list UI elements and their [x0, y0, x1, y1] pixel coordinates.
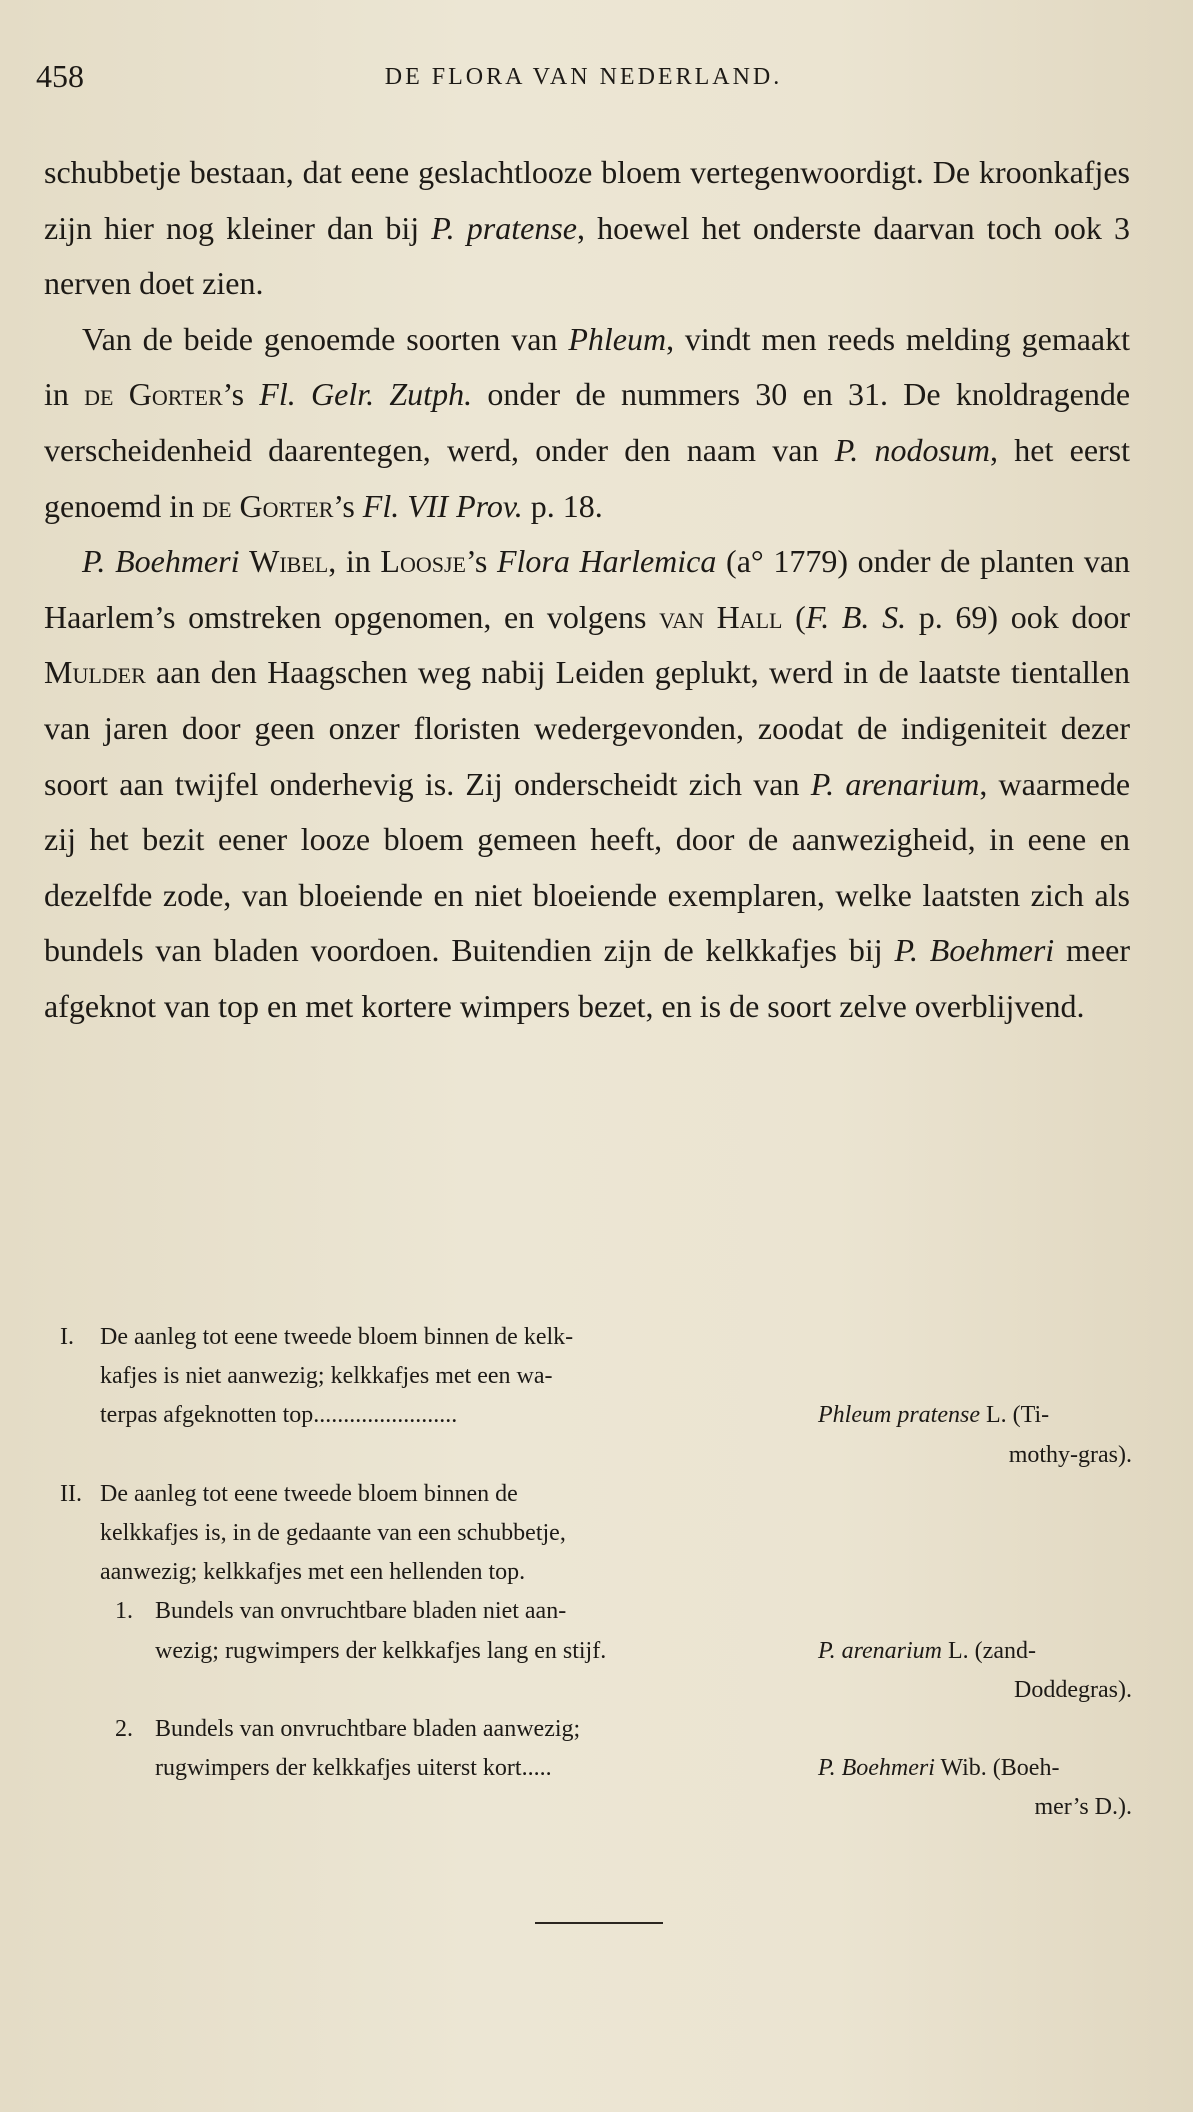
- key-result-line: [155, 1749, 1132, 1788]
- text-run: , in: [328, 543, 381, 580]
- key-lead-text: terpas afgeknotten top........................: [100, 1402, 458, 1429]
- italic-run: P. pratense: [431, 209, 577, 246]
- key-line: kafjes is niet aanwezig; kelkkafjes met een wa-: [100, 1363, 553, 1390]
- italic-run: P. arenarium: [810, 765, 980, 802]
- text-run: ’s: [222, 376, 260, 413]
- paragraph: [44, 145, 1130, 312]
- small-caps-run: Wibel: [249, 543, 329, 580]
- text-run: , vindt men reeds melding gemaakt in: [44, 320, 1131, 413]
- italic-run: P. Boehmeri: [894, 932, 1055, 969]
- key-number: 1.: [115, 1598, 133, 1625]
- text-run: [239, 543, 249, 579]
- italic-run: Fl. VII Prov.: [362, 487, 523, 524]
- taxon-author: L. (Ti-: [979, 1402, 1050, 1429]
- page-number: 458: [36, 58, 84, 94]
- italic-run: Phleum: [568, 320, 667, 357]
- taxon-result: [818, 1749, 1059, 1788]
- running-title: DE FLORA VAN NEDERLAND.: [384, 64, 783, 90]
- key-common-name-tail: Doddegras).: [1014, 1676, 1132, 1703]
- key-number: I.: [60, 1324, 74, 1350]
- paragraph: [44, 534, 1130, 1034]
- text-run: p. 69) ook door: [906, 598, 1131, 635]
- italic-run: P. Boehmeri: [82, 543, 240, 580]
- text-run: ’s: [333, 487, 363, 524]
- text-run: p. 18.: [522, 487, 603, 524]
- key-common-name-tail: mothy-gras).: [1008, 1441, 1132, 1468]
- paragraph: [44, 312, 1130, 534]
- body-text: [44, 145, 1130, 1035]
- key-line: De aanleg tot eene tweede bloem binnen de kelk-: [100, 1324, 574, 1350]
- italic-run: F. B. S.: [805, 598, 907, 635]
- taxon-author: L. (zand-: [942, 1637, 1036, 1664]
- small-caps-run: van Hall: [659, 598, 783, 635]
- key-lead-text: rugwimpers der kelkkafjes uiterst kort.....: [155, 1755, 552, 1782]
- text-run: schubbetje bestaan, dat eene geslachtlooze bloem vertegenwoordigt. De kroonkafjes zijn hier nog kleiner dan bij: [44, 154, 1130, 246]
- small-caps-run: de Gorter: [84, 376, 223, 413]
- key-common-name-tail: mer’s D.).: [1034, 1794, 1132, 1821]
- key-line: Bundels van onvruchtbare bladen aanwezig;: [155, 1716, 581, 1743]
- text-run: (: [782, 598, 806, 635]
- text-run: meer afgeknot van top en met kortere wimpers bezet, en is de soort zelve overblijvend.: [44, 932, 1131, 1024]
- text-run: , waarmede zij het bezit eener looze bloem gemeen heeft, door de aanwezigheid, in eene en dezelfde zode, van bloeiende en niet bloeiende exemplaren, welke laatsten zich als bundels van bladen voordoen. Buitendien zijn de kelkkafjes bij: [44, 765, 1131, 969]
- small-caps-run: Loosje: [380, 543, 466, 580]
- key-entry: [60, 1710, 1132, 1828]
- key-entry: [60, 1318, 1132, 1475]
- italic-run: Flora Harlemica: [496, 543, 717, 580]
- identification-key: [60, 1318, 1132, 1828]
- text-run: , het eerst genoemd in: [44, 431, 1131, 524]
- italic-run: Fl. Gelr. Zutph.: [259, 376, 473, 413]
- key-line: De aanleg tot eene tweede bloem binnen de: [100, 1480, 518, 1507]
- key-line: aanwezig; kelkkafjes met een hellenden top.: [100, 1559, 526, 1586]
- end-rule: [535, 1922, 663, 1924]
- small-caps-run: Mulder: [44, 654, 146, 691]
- italic-run: P. nodosum: [834, 431, 991, 468]
- text-run: ’s: [465, 543, 497, 580]
- text-run: Van de beide genoemde soorten van: [82, 320, 569, 357]
- key-number: II.: [60, 1480, 82, 1507]
- text-run: (a° 1779) onder de planten van Haarlem’s omstreken opgenomen, en volgens: [44, 543, 1131, 635]
- taxon-result: [818, 1396, 1049, 1435]
- key-result-line: [155, 1632, 1132, 1671]
- key-line: Bundels van onvruchtbare bladen niet aan-: [155, 1598, 567, 1625]
- page-header: [36, 58, 1131, 108]
- small-caps-run: de Gorter: [202, 487, 334, 524]
- text-run: aan den Haagschen weg nabij Leiden geplukt, werd in de laatste tientallen van jaren door geen onzer floristen wedergevonden, zoodat de indigeniteit dezer soort aan twijfel onderhevig is. Zij onderscheidt zich van: [44, 654, 1130, 802]
- key-number: 2.: [115, 1716, 133, 1743]
- key-entry: [60, 1592, 1132, 1710]
- taxon-name: P. arenarium: [818, 1637, 943, 1664]
- key-result-line: [100, 1396, 1132, 1435]
- taxon-author: Wib. (Boeh-: [934, 1755, 1060, 1782]
- taxon-name: P. Boehmeri: [818, 1755, 935, 1782]
- key-line: kelkkafjes is, in de gedaante van een schubbetje,: [100, 1520, 566, 1547]
- text-run: onder de nummers 30 en 31. De knoldragende verscheidenheid daarentegen, werd, onder den naam van: [44, 376, 1131, 468]
- taxon-result: [818, 1632, 1036, 1671]
- taxon-name: Phleum pratense: [818, 1402, 980, 1429]
- key-entry: [60, 1475, 1132, 1593]
- key-lead-text: wezig; rugwimpers der kelkkafjes lang en stijf.: [155, 1637, 607, 1664]
- text-run: , hoewel het onderste daarvan toch ook 3 nerven doet zien.: [44, 209, 1131, 302]
